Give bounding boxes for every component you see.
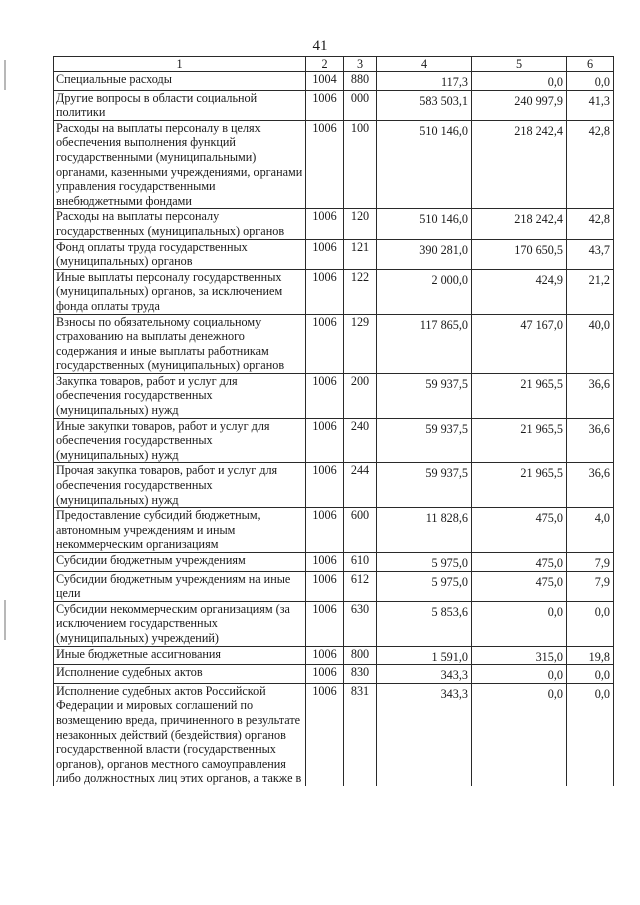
row-name-cell: Исполнение судебных актов Российской Федерации и мировых соглашений по возмещению вреда, причиненного в результате незаконных действий (бездействия) органов государственной власти (государственных органов), органов местного самоуправления либо должностных лиц этих органов, а также в: [54, 683, 306, 786]
row-plan-amount-cell: 390 281,0: [377, 239, 472, 269]
header-cell: 5: [472, 57, 567, 72]
row-expense-type-cell: 831: [344, 683, 377, 786]
table-row: [54, 508, 614, 553]
row-actual-amount-cell: 240 997,9: [472, 90, 567, 120]
row-expense-type-cell: 100: [344, 120, 377, 209]
table-row: [54, 601, 614, 646]
row-section-code-cell: 1006: [306, 90, 344, 120]
row-actual-amount-cell: 0,0: [472, 601, 567, 646]
header-cell: 6: [567, 57, 614, 72]
row-section-code-cell: 1006: [306, 683, 344, 786]
table-row: [54, 209, 614, 239]
row-plan-amount-cell: 5 975,0: [377, 571, 472, 601]
row-percent-cell: 0,0: [567, 683, 614, 786]
row-percent-cell: 19,8: [567, 646, 614, 665]
row-expense-type-cell: 122: [344, 269, 377, 314]
row-name-cell: Взносы по обязательному социальному страхованию на выплаты денежного содержания и иные выплаты работникам государственных (муниципальных) органов: [54, 314, 306, 373]
row-expense-type-cell: 120: [344, 209, 377, 239]
header-cell: 1: [54, 57, 306, 72]
row-actual-amount-cell: 0,0: [472, 665, 567, 684]
row-plan-amount-cell: 583 503,1: [377, 90, 472, 120]
row-section-code-cell: 1006: [306, 508, 344, 553]
row-name-cell: Фонд оплаты труда государственных (муниципальных) органов: [54, 239, 306, 269]
row-name-cell: Иные выплаты персоналу государственных (муниципальных) органов, за исключением фонда оплаты труда: [54, 269, 306, 314]
row-expense-type-cell: 830: [344, 665, 377, 684]
table-row: [54, 418, 614, 463]
row-expense-type-cell: 244: [344, 463, 377, 508]
row-expense-type-cell: 129: [344, 314, 377, 373]
row-percent-cell: 7,9: [567, 553, 614, 572]
row-percent-cell: 7,9: [567, 571, 614, 601]
row-expense-type-cell: 880: [344, 72, 377, 91]
row-percent-cell: 41,3: [567, 90, 614, 120]
row-percent-cell: 36,6: [567, 373, 614, 418]
scan-edge-mark: [4, 60, 6, 90]
row-percent-cell: 36,6: [567, 418, 614, 463]
row-expense-type-cell: 200: [344, 373, 377, 418]
row-section-code-cell: 1006: [306, 463, 344, 508]
table-row: [54, 269, 614, 314]
row-name-cell: Другие вопросы в области социальной политики: [54, 90, 306, 120]
row-actual-amount-cell: 475,0: [472, 553, 567, 572]
row-name-cell: Иные бюджетные ассигнования: [54, 646, 306, 665]
row-plan-amount-cell: 11 828,6: [377, 508, 472, 553]
row-percent-cell: 0,0: [567, 72, 614, 91]
row-plan-amount-cell: 5 853,6: [377, 601, 472, 646]
row-plan-amount-cell: 1 591,0: [377, 646, 472, 665]
table-row: [54, 553, 614, 572]
row-actual-amount-cell: 21 965,5: [472, 373, 567, 418]
row-section-code-cell: 1006: [306, 373, 344, 418]
row-name-cell: Расходы на выплаты персоналу в целях обеспечения выполнения функций государственными (муниципальными) органами, казенными учреждениями, органами управления государственными внебюджетными фондами: [54, 120, 306, 209]
row-name-cell: Субсидии бюджетным учреждениям на иные цели: [54, 571, 306, 601]
budget-table: [53, 56, 614, 786]
row-actual-amount-cell: 21 965,5: [472, 418, 567, 463]
row-actual-amount-cell: 315,0: [472, 646, 567, 665]
scan-edge-mark: [4, 600, 6, 640]
row-actual-amount-cell: 21 965,5: [472, 463, 567, 508]
row-name-cell: Предоставление субсидий бюджетным, автономным учреждениям и иным некоммерческим организациям: [54, 508, 306, 553]
row-name-cell: Исполнение судебных актов: [54, 665, 306, 684]
row-plan-amount-cell: 59 937,5: [377, 373, 472, 418]
table-row: [54, 646, 614, 665]
row-plan-amount-cell: 117,3: [377, 72, 472, 91]
row-percent-cell: 0,0: [567, 665, 614, 684]
row-plan-amount-cell: 343,3: [377, 665, 472, 684]
row-plan-amount-cell: 510 146,0: [377, 209, 472, 239]
row-actual-amount-cell: 0,0: [472, 72, 567, 91]
row-percent-cell: 43,7: [567, 239, 614, 269]
header-row: [54, 57, 614, 72]
header-cell: 4: [377, 57, 472, 72]
row-expense-type-cell: 630: [344, 601, 377, 646]
row-name-cell: Расходы на выплаты персоналу государственных (муниципальных) органов: [54, 209, 306, 239]
table-row: [54, 683, 614, 786]
table-row: [54, 571, 614, 601]
row-expense-type-cell: 600: [344, 508, 377, 553]
row-expense-type-cell: 800: [344, 646, 377, 665]
table-row: [54, 463, 614, 508]
row-percent-cell: 40,0: [567, 314, 614, 373]
row-section-code-cell: 1006: [306, 646, 344, 665]
table-row: [54, 665, 614, 684]
row-name-cell: Прочая закупка товаров, работ и услуг для обеспечения государственных (муниципальных) нужд: [54, 463, 306, 508]
row-section-code-cell: 1006: [306, 553, 344, 572]
table-row: [54, 120, 614, 209]
row-name-cell: Закупка товаров, работ и услуг для обеспечения государственных (муниципальных) нужд: [54, 373, 306, 418]
table-row: [54, 373, 614, 418]
row-actual-amount-cell: 47 167,0: [472, 314, 567, 373]
header-cell: 2: [306, 57, 344, 72]
row-section-code-cell: 1006: [306, 418, 344, 463]
row-section-code-cell: 1006: [306, 601, 344, 646]
row-section-code-cell: 1006: [306, 571, 344, 601]
row-section-code-cell: 1006: [306, 120, 344, 209]
row-section-code-cell: 1006: [306, 665, 344, 684]
page-number: 41: [312, 38, 328, 54]
row-name-cell: Иные закупки товаров, работ и услуг для обеспечения государственных (муниципальных) нужд: [54, 418, 306, 463]
row-expense-type-cell: 610: [344, 553, 377, 572]
table-row: [54, 72, 614, 91]
table-row: [54, 239, 614, 269]
row-section-code-cell: 1006: [306, 209, 344, 239]
row-name-cell: Субсидии некоммерческим организациям (за исключением государственных (муниципальных) учреждений): [54, 601, 306, 646]
header-cell: 3: [344, 57, 377, 72]
row-section-code-cell: 1004: [306, 72, 344, 91]
row-section-code-cell: 1006: [306, 269, 344, 314]
row-name-cell: Специальные расходы: [54, 72, 306, 91]
table-row: [54, 314, 614, 373]
row-plan-amount-cell: 343,3: [377, 683, 472, 786]
row-percent-cell: 4,0: [567, 508, 614, 553]
row-section-code-cell: 1006: [306, 314, 344, 373]
row-actual-amount-cell: 170 650,5: [472, 239, 567, 269]
row-percent-cell: 42,8: [567, 209, 614, 239]
row-section-code-cell: 1006: [306, 239, 344, 269]
row-percent-cell: 36,6: [567, 463, 614, 508]
row-actual-amount-cell: 475,0: [472, 571, 567, 601]
row-percent-cell: 0,0: [567, 601, 614, 646]
row-actual-amount-cell: 218 242,4: [472, 120, 567, 209]
row-actual-amount-cell: 475,0: [472, 508, 567, 553]
row-percent-cell: 42,8: [567, 120, 614, 209]
row-plan-amount-cell: 117 865,0: [377, 314, 472, 373]
row-actual-amount-cell: 0,0: [472, 683, 567, 786]
row-expense-type-cell: 612: [344, 571, 377, 601]
row-plan-amount-cell: 59 937,5: [377, 463, 472, 508]
row-expense-type-cell: 240: [344, 418, 377, 463]
row-expense-type-cell: 000: [344, 90, 377, 120]
row-plan-amount-cell: 5 975,0: [377, 553, 472, 572]
row-plan-amount-cell: 2 000,0: [377, 269, 472, 314]
row-percent-cell: 21,2: [567, 269, 614, 314]
row-plan-amount-cell: 510 146,0: [377, 120, 472, 209]
table-row: [54, 90, 614, 120]
row-actual-amount-cell: 218 242,4: [472, 209, 567, 239]
row-plan-amount-cell: 59 937,5: [377, 418, 472, 463]
row-actual-amount-cell: 424,9: [472, 269, 567, 314]
row-name-cell: Субсидии бюджетным учреждениям: [54, 553, 306, 572]
row-expense-type-cell: 121: [344, 239, 377, 269]
